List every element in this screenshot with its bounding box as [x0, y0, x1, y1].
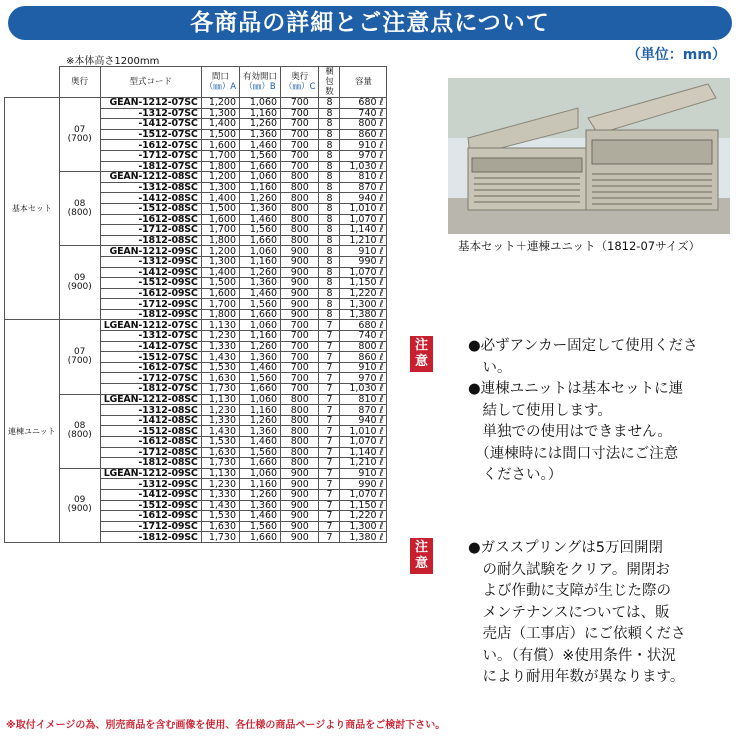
- depth-value-cell: 800: [281, 426, 319, 437]
- table-row: [5, 468, 387, 479]
- storage-unit-illustration: [448, 78, 730, 234]
- model-code-cell: -1712-09SC: [100, 521, 201, 532]
- model-code-cell: -1612-08SC: [100, 437, 201, 448]
- model-code-cell: -1812-08SC: [100, 458, 201, 469]
- opening-cell: 1,360: [240, 129, 281, 140]
- depth-value-cell: 700: [281, 352, 319, 363]
- width-cell: 1,730: [201, 532, 239, 543]
- caution-badge: 注意: [410, 538, 433, 574]
- model-code-cell: -1812-07SC: [100, 161, 201, 172]
- depth-value-cell: 800: [281, 214, 319, 225]
- depth-value-cell: 900: [281, 299, 319, 310]
- depth-cell: 08 (800): [59, 394, 100, 468]
- opening-cell: 1,260: [240, 267, 281, 278]
- opening-cell: 1,660: [240, 532, 281, 543]
- capacity-cell: 1,010 ℓ: [340, 426, 387, 437]
- capacity-cell: 740 ℓ: [340, 108, 387, 119]
- model-code-cell: -1312-08SC: [100, 182, 201, 193]
- table-row: [5, 320, 387, 331]
- model-code-cell: -1312-07SC: [100, 331, 201, 342]
- capacity-cell: 940 ℓ: [340, 415, 387, 426]
- capacity-cell: 1,300 ℓ: [340, 521, 387, 532]
- pack-cell: 8: [319, 161, 340, 172]
- capacity-cell: 1,220 ℓ: [340, 288, 387, 299]
- depth-value-cell: 700: [281, 331, 319, 342]
- model-code-cell: -1812-07SC: [100, 384, 201, 395]
- opening-cell: 1,660: [240, 458, 281, 469]
- opening-cell: 1,660: [240, 161, 281, 172]
- opening-cell: 1,060: [240, 468, 281, 479]
- opening-cell: 1,260: [240, 193, 281, 204]
- model-code-cell: -1412-08SC: [100, 193, 201, 204]
- capacity-cell: 800 ℓ: [340, 119, 387, 130]
- pack-cell: 7: [319, 479, 340, 490]
- model-code-cell: -1612-07SC: [100, 140, 201, 151]
- depth-value-cell: 900: [281, 309, 319, 320]
- opening-cell: 1,060: [240, 98, 281, 109]
- capacity-cell: 1,150 ℓ: [340, 500, 387, 511]
- width-cell: 1,130: [201, 320, 239, 331]
- depth-value-cell: 900: [281, 532, 319, 543]
- opening-cell: 1,660: [240, 309, 281, 320]
- depth-value-cell: 700: [281, 373, 319, 384]
- opening-cell: 1,660: [240, 235, 281, 246]
- model-code-cell: GEAN-1212-07SC: [100, 98, 201, 109]
- depth-value-cell: 800: [281, 172, 319, 183]
- category-cell: 基本セット: [5, 98, 60, 320]
- depth-value-cell: 800: [281, 203, 319, 214]
- model-code-cell: -1812-08SC: [100, 235, 201, 246]
- width-cell: 1,700: [201, 225, 239, 236]
- pack-cell: 8: [319, 203, 340, 214]
- opening-cell: 1,260: [240, 415, 281, 426]
- opening-cell: 1,060: [240, 320, 281, 331]
- model-code-cell: -1712-08SC: [100, 225, 201, 236]
- opening-cell: 1,560: [240, 447, 281, 458]
- width-cell: 1,300: [201, 108, 239, 119]
- opening-cell: 1,660: [240, 384, 281, 395]
- col-pack: 梱包数: [319, 67, 340, 98]
- width-cell: 1,330: [201, 489, 239, 500]
- depth-value-cell: 700: [281, 140, 319, 151]
- col-d: 奥行 （㎜）C: [281, 67, 319, 98]
- opening-cell: 1,460: [240, 437, 281, 448]
- capacity-cell: 1,030 ℓ: [340, 384, 387, 395]
- depth-value-cell: 800: [281, 447, 319, 458]
- model-code-cell: -1412-09SC: [100, 489, 201, 500]
- model-code-cell: LGEAN-1212-09SC: [100, 468, 201, 479]
- pack-cell: 7: [319, 331, 340, 342]
- capacity-cell: 1,010 ℓ: [340, 203, 387, 214]
- width-cell: 1,600: [201, 288, 239, 299]
- capacity-cell: 1,150 ℓ: [340, 278, 387, 289]
- width-cell: 1,300: [201, 182, 239, 193]
- pack-cell: 7: [319, 489, 340, 500]
- pack-cell: 8: [319, 288, 340, 299]
- opening-cell: 1,460: [240, 140, 281, 151]
- depth-value-cell: 800: [281, 193, 319, 204]
- depth-value-cell: 700: [281, 341, 319, 352]
- pack-cell: 7: [319, 362, 340, 373]
- width-cell: 1,730: [201, 458, 239, 469]
- opening-cell: 1,560: [240, 373, 281, 384]
- opening-cell: 1,560: [240, 225, 281, 236]
- width-cell: 1,230: [201, 331, 239, 342]
- depth-value-cell: 700: [281, 119, 319, 130]
- capacity-cell: 910 ℓ: [340, 246, 387, 257]
- depth-value-cell: 700: [281, 98, 319, 109]
- pack-cell: 8: [319, 119, 340, 130]
- width-cell: 1,600: [201, 140, 239, 151]
- col-cap: 容量: [340, 67, 387, 98]
- col-eff: 有効開口 （㎜）B: [240, 67, 281, 98]
- depth-value-cell: 900: [281, 511, 319, 522]
- width-cell: 1,700: [201, 150, 239, 161]
- pack-cell: 8: [319, 108, 340, 119]
- capacity-cell: 1,070 ℓ: [340, 437, 387, 448]
- width-cell: 1,530: [201, 362, 239, 373]
- pack-cell: 8: [319, 150, 340, 161]
- table-header-row: [5, 67, 387, 98]
- model-code-cell: -1512-09SC: [100, 278, 201, 289]
- depth-value-cell: 800: [281, 182, 319, 193]
- pack-cell: 7: [319, 511, 340, 522]
- pack-cell: 8: [319, 172, 340, 183]
- capacity-cell: 940 ℓ: [340, 193, 387, 204]
- opening-cell: 1,460: [240, 362, 281, 373]
- model-code-cell: -1312-09SC: [100, 256, 201, 267]
- model-code-cell: -1612-09SC: [100, 511, 201, 522]
- depth-value-cell: 700: [281, 150, 319, 161]
- width-cell: 1,800: [201, 161, 239, 172]
- capacity-cell: 1,140 ℓ: [340, 447, 387, 458]
- capacity-cell: 990 ℓ: [340, 479, 387, 490]
- spec-table-body: [5, 98, 387, 543]
- pack-cell: 8: [319, 235, 340, 246]
- pack-cell: 7: [319, 373, 340, 384]
- capacity-cell: 1,070 ℓ: [340, 214, 387, 225]
- pack-cell: 8: [319, 256, 340, 267]
- width-cell: 1,400: [201, 267, 239, 278]
- pack-cell: 8: [319, 246, 340, 257]
- col-width: 間口 （㎜）A: [201, 67, 239, 98]
- width-cell: 1,130: [201, 394, 239, 405]
- model-code-cell: -1412-08SC: [100, 415, 201, 426]
- model-code-cell: LGEAN-1212-07SC: [100, 320, 201, 331]
- model-code-cell: -1412-07SC: [100, 341, 201, 352]
- pack-cell: 7: [319, 437, 340, 448]
- page-title: 各商品の詳細とご注意点について: [190, 10, 550, 36]
- table-row: [5, 98, 387, 109]
- pack-cell: 8: [319, 309, 340, 320]
- pack-cell: 7: [319, 352, 340, 363]
- depth-cell: 07 (700): [59, 98, 100, 172]
- opening-cell: 1,160: [240, 182, 281, 193]
- model-code-cell: -1512-08SC: [100, 203, 201, 214]
- width-cell: 1,500: [201, 203, 239, 214]
- pack-cell: 7: [319, 521, 340, 532]
- depth-cell: 09 (900): [59, 246, 100, 320]
- capacity-cell: 800 ℓ: [340, 341, 387, 352]
- model-code-cell: -1512-07SC: [100, 352, 201, 363]
- depth-value-cell: 900: [281, 278, 319, 289]
- unit-label: （単位：mm）: [626, 47, 726, 63]
- width-cell: 1,430: [201, 500, 239, 511]
- pack-cell: 7: [319, 458, 340, 469]
- width-cell: 1,730: [201, 384, 239, 395]
- photo-caption: 基本セット＋連棟ユニット（1812-07サイズ）: [458, 239, 701, 253]
- model-code-cell: -1512-08SC: [100, 426, 201, 437]
- opening-cell: 1,260: [240, 341, 281, 352]
- width-cell: 1,400: [201, 193, 239, 204]
- pack-cell: 8: [319, 225, 340, 236]
- width-cell: 1,330: [201, 415, 239, 426]
- product-photo: [448, 78, 730, 234]
- width-cell: 1,630: [201, 373, 239, 384]
- model-code-cell: GEAN-1212-09SC: [100, 246, 201, 257]
- pack-cell: 7: [319, 468, 340, 479]
- pack-cell: 7: [319, 426, 340, 437]
- capacity-cell: 1,300 ℓ: [340, 299, 387, 310]
- opening-cell: 1,560: [240, 521, 281, 532]
- page-title-banner: [8, 6, 732, 40]
- opening-cell: 1,260: [240, 489, 281, 500]
- pack-cell: 7: [319, 341, 340, 352]
- opening-cell: 1,460: [240, 288, 281, 299]
- width-cell: 1,500: [201, 129, 239, 140]
- width-cell: 1,400: [201, 119, 239, 130]
- col-model: 型式コード: [100, 67, 201, 98]
- capacity-cell: 810 ℓ: [340, 394, 387, 405]
- capacity-cell: 1,210 ℓ: [340, 235, 387, 246]
- depth-value-cell: 900: [281, 521, 319, 532]
- model-code-cell: -1712-07SC: [100, 373, 201, 384]
- model-code-cell: -1712-09SC: [100, 299, 201, 310]
- opening-cell: 1,360: [240, 500, 281, 511]
- capacity-cell: 860 ℓ: [340, 352, 387, 363]
- width-cell: 1,200: [201, 98, 239, 109]
- width-cell: 1,300: [201, 256, 239, 267]
- capacity-cell: 870 ℓ: [340, 405, 387, 416]
- model-code-cell: -1412-09SC: [100, 267, 201, 278]
- capacity-cell: 1,380 ℓ: [340, 532, 387, 543]
- width-cell: 1,800: [201, 309, 239, 320]
- model-code-cell: GEAN-1212-08SC: [100, 172, 201, 183]
- capacity-cell: 1,380 ℓ: [340, 309, 387, 320]
- col-depth: 奥行: [59, 67, 100, 98]
- width-cell: 1,800: [201, 235, 239, 246]
- depth-cell: 07 (700): [59, 320, 100, 394]
- capacity-cell: 1,070 ℓ: [340, 489, 387, 500]
- pack-cell: 7: [319, 447, 340, 458]
- capacity-cell: 1,030 ℓ: [340, 161, 387, 172]
- width-cell: 1,230: [201, 479, 239, 490]
- depth-value-cell: 700: [281, 161, 319, 172]
- opening-cell: 1,360: [240, 278, 281, 289]
- opening-cell: 1,160: [240, 108, 281, 119]
- pack-cell: 8: [319, 214, 340, 225]
- footer-note: ※取付イメージの為、別売商品を含む画像を使用、各仕様の商品ページより商品をご検討下さい。: [6, 720, 446, 731]
- width-cell: 1,500: [201, 278, 239, 289]
- model-code-cell: -1812-09SC: [100, 532, 201, 543]
- depth-value-cell: 700: [281, 362, 319, 373]
- capacity-cell: 1,070 ℓ: [340, 267, 387, 278]
- model-code-cell: -1412-07SC: [100, 119, 201, 130]
- capacity-cell: 1,140 ℓ: [340, 225, 387, 236]
- model-code-cell: LGEAN-1212-08SC: [100, 394, 201, 405]
- depth-value-cell: 900: [281, 267, 319, 278]
- model-code-cell: -1312-08SC: [100, 405, 201, 416]
- depth-value-cell: 800: [281, 405, 319, 416]
- pack-cell: 7: [319, 320, 340, 331]
- width-cell: 1,130: [201, 468, 239, 479]
- opening-cell: 1,160: [240, 331, 281, 342]
- capacity-cell: 740 ℓ: [340, 331, 387, 342]
- opening-cell: 1,360: [240, 203, 281, 214]
- pack-cell: 7: [319, 500, 340, 511]
- table-row: [5, 394, 387, 405]
- width-cell: 1,230: [201, 405, 239, 416]
- capacity-cell: 870 ℓ: [340, 182, 387, 193]
- depth-cell: 08 (800): [59, 172, 100, 246]
- width-cell: 1,200: [201, 172, 239, 183]
- model-code-cell: -1712-07SC: [100, 150, 201, 161]
- model-code-cell: -1612-07SC: [100, 362, 201, 373]
- capacity-cell: 1,210 ℓ: [340, 458, 387, 469]
- width-cell: 1,200: [201, 246, 239, 257]
- model-code-cell: -1612-09SC: [100, 288, 201, 299]
- pack-cell: 8: [319, 182, 340, 193]
- model-code-cell: -1712-08SC: [100, 447, 201, 458]
- model-code-cell: -1512-09SC: [100, 500, 201, 511]
- capacity-cell: 810 ℓ: [340, 172, 387, 183]
- opening-cell: 1,260: [240, 119, 281, 130]
- pack-cell: 7: [319, 394, 340, 405]
- depth-value-cell: 800: [281, 225, 319, 236]
- depth-value-cell: 700: [281, 108, 319, 119]
- table-row: [5, 172, 387, 183]
- opening-cell: 1,060: [240, 172, 281, 183]
- depth-value-cell: 800: [281, 458, 319, 469]
- depth-value-cell: 900: [281, 479, 319, 490]
- pack-cell: 8: [319, 299, 340, 310]
- model-code-cell: -1812-09SC: [100, 309, 201, 320]
- pack-cell: 8: [319, 129, 340, 140]
- opening-cell: 1,560: [240, 299, 281, 310]
- opening-cell: 1,460: [240, 214, 281, 225]
- opening-cell: 1,460: [240, 511, 281, 522]
- capacity-cell: 910 ℓ: [340, 140, 387, 151]
- depth-value-cell: 700: [281, 129, 319, 140]
- pack-cell: 8: [319, 98, 340, 109]
- capacity-cell: 970 ℓ: [340, 373, 387, 384]
- capacity-cell: 990 ℓ: [340, 256, 387, 267]
- pack-cell: 8: [319, 140, 340, 151]
- capacity-cell: 680 ℓ: [340, 320, 387, 331]
- capacity-cell: 970 ℓ: [340, 150, 387, 161]
- opening-cell: 1,360: [240, 352, 281, 363]
- opening-cell: 1,160: [240, 405, 281, 416]
- opening-cell: 1,160: [240, 256, 281, 267]
- capacity-cell: 860 ℓ: [340, 129, 387, 140]
- pack-cell: 8: [319, 267, 340, 278]
- width-cell: 1,330: [201, 341, 239, 352]
- pack-cell: 8: [319, 193, 340, 204]
- width-cell: 1,430: [201, 426, 239, 437]
- opening-cell: 1,160: [240, 479, 281, 490]
- width-cell: 1,700: [201, 299, 239, 310]
- pack-cell: 8: [319, 278, 340, 289]
- depth-value-cell: 700: [281, 320, 319, 331]
- capacity-cell: 680 ℓ: [340, 98, 387, 109]
- opening-cell: 1,560: [240, 150, 281, 161]
- pack-cell: 7: [319, 532, 340, 543]
- pack-cell: 7: [319, 415, 340, 426]
- width-cell: 1,630: [201, 447, 239, 458]
- opening-cell: 1,060: [240, 246, 281, 257]
- pack-cell: 7: [319, 384, 340, 395]
- height-note: ※本体高さ1200mm: [66, 56, 160, 67]
- opening-cell: 1,360: [240, 426, 281, 437]
- capacity-cell: 1,220 ℓ: [340, 511, 387, 522]
- depth-value-cell: 800: [281, 394, 319, 405]
- width-cell: 1,430: [201, 352, 239, 363]
- width-cell: 1,530: [201, 437, 239, 448]
- capacity-cell: 910 ℓ: [340, 362, 387, 373]
- depth-value-cell: 800: [281, 415, 319, 426]
- model-code-cell: -1512-07SC: [100, 129, 201, 140]
- depth-cell: 09 (900): [59, 468, 100, 542]
- width-cell: 1,530: [201, 511, 239, 522]
- table-row: [5, 246, 387, 257]
- pack-cell: 7: [319, 405, 340, 416]
- capacity-cell: 910 ℓ: [340, 468, 387, 479]
- model-code-cell: -1312-07SC: [100, 108, 201, 119]
- caution-badge: 注意: [410, 336, 433, 372]
- width-cell: 1,630: [201, 521, 239, 532]
- depth-value-cell: 800: [281, 235, 319, 246]
- depth-value-cell: 800: [281, 437, 319, 448]
- depth-value-cell: 900: [281, 288, 319, 299]
- depth-value-cell: 900: [281, 500, 319, 511]
- depth-value-cell: 700: [281, 384, 319, 395]
- opening-cell: 1,060: [240, 394, 281, 405]
- depth-value-cell: 900: [281, 256, 319, 267]
- depth-value-cell: 900: [281, 468, 319, 479]
- model-code-cell: -1612-08SC: [100, 214, 201, 225]
- category-cell: 連棟ユニット: [5, 320, 60, 542]
- spec-table: [4, 66, 387, 543]
- depth-value-cell: 900: [281, 246, 319, 257]
- caution-text: ●必ずアンカー固定して使用くださ い。 ●連棟ユニットは基本セットに連 結して使用します。 単独での使用はできません。 （連棟時には間口寸法にご注意 ください。）: [468, 338, 698, 483]
- caution-text: ●ガススプリングは5万回開閉 の耐久試験をクリア。開閉お よび作動に支障が生じた際の メンテナンスについては、販 売店（工事店）にご依頼くださ い。（有償）※使用条件・状況 により耐用年数が異なります。: [468, 540, 686, 685]
- width-cell: 1,600: [201, 214, 239, 225]
- model-code-cell: -1312-09SC: [100, 479, 201, 490]
- depth-value-cell: 900: [281, 489, 319, 500]
